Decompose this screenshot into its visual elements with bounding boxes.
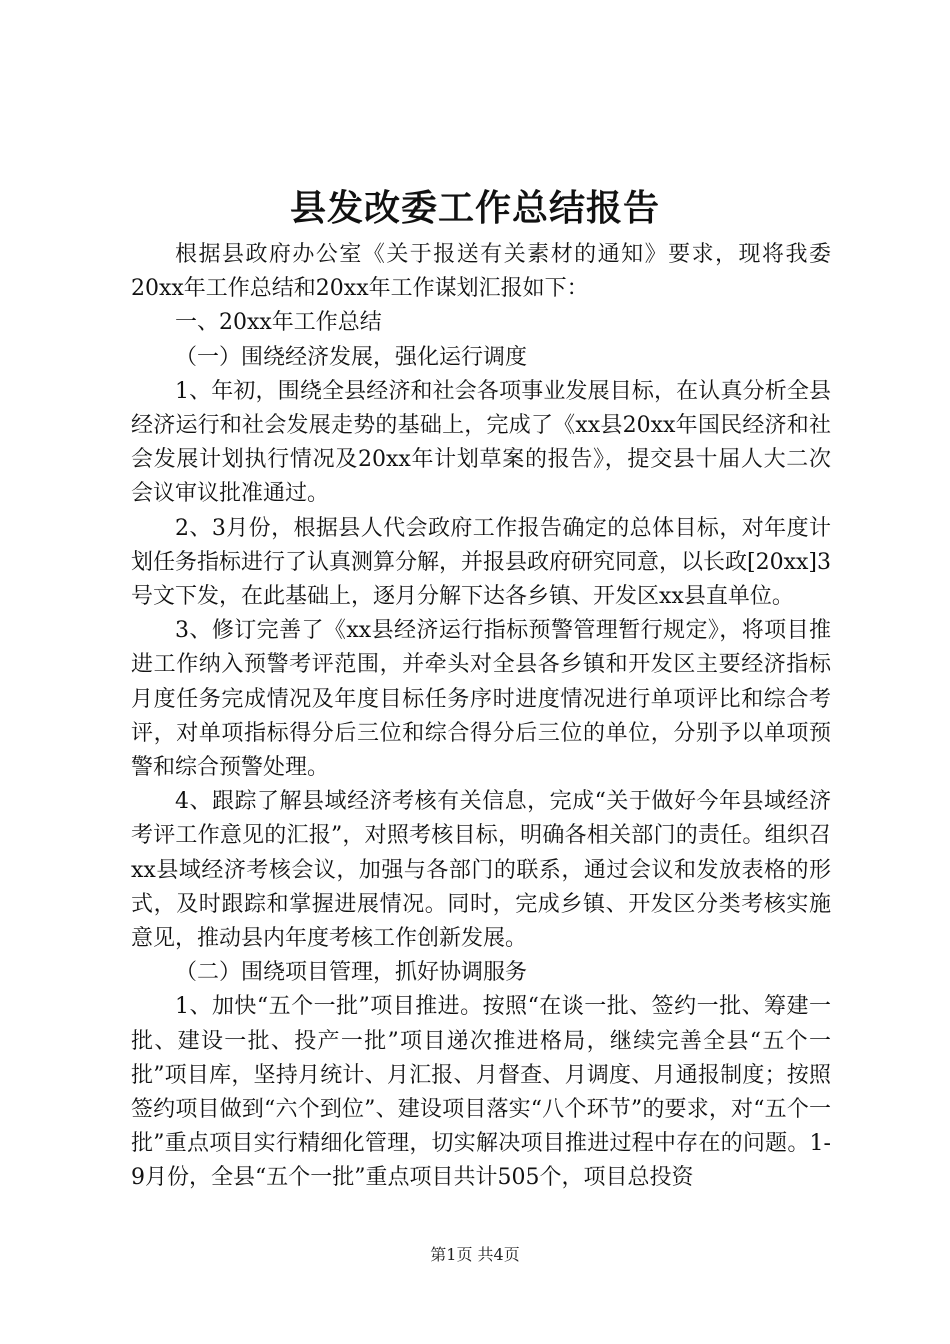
paragraph-item-4: 4、跟踪了解县域经济考核有关信息，完成“关于做好今年县域经济考评工作意见的汇报”，对照考核目标，明确各相关部门的责任。组织召xx县域经济考核会议，加强与各部门的联系，通过会议和发放表格的形式，及时跟踪和掌握进展情况。同时，完成乡镇、开发区分类考核实施意见，推动县内年度考核工作创新发展。 [131, 789, 831, 952]
section-heading-1: 一、20xx年工作总结 [175, 310, 382, 336]
page-number-footer: 第1页 共4页 [430, 1245, 520, 1264]
document-title: 县发改委工作总结报告 [289, 187, 660, 229]
paragraph-intro: 根据县政府办公室《关于报送有关素材的通知》要求，现将我委20xx年工作总结和20xx年工作谋划汇报如下： [131, 242, 831, 302]
subsection-heading-1: （一）围绕经济发展，强化运行调度 [175, 344, 528, 370]
paragraph-item-1: 1、年初，围绕全县经济和社会各项事业发展目标，在认真分析全县经济运行和社会发展走势的基础上，完成了《xx县20xx年国民经济和社会发展计划执行情况及20xx年计划草案的报告》，提交县十届人大二次会议审议批准通过。 [131, 378, 831, 507]
document-body [131, 238, 831, 1196]
subsection-heading-2: （二）围绕项目管理，抓好协调服务 [175, 960, 528, 986]
paragraph-item-2: 2、3月份，根据县人代会政府工作报告确定的总体目标，对年度计划任务指标进行了认真测算分解，并报县政府研究同意，以长政[20xx]3号文下发，在此基础上，逐月分解下达各乡镇、开发区xx县直单位。 [131, 515, 831, 610]
paragraph-item-3: 3、修订完善了《xx县经济运行指标预警管理暂行规定》，将项目推进工作纳入预警考评范围，并牵头对全县各乡镇和开发区主要经济指标月度任务完成情况及年度目标任务序时进度情况进行单项评比和综合考评，对单项指标得分后三位和综合得分后三位的单位，分别予以单项预警和综合预警处理。 [131, 618, 831, 781]
paragraph-item-5: 1、加快“五个一批”项目推进。按照“在谈一批、签约一批、筹建一批、建设一批、投产一批”项目递次推进格局，继续完善全县“五个一批”项目库，坚持月统计、月汇报、月督查、月调度、月通报制度；按照签约项目做到“六个到位”、建设项目落实“八个环节”的要求，对“五个一批”重点项目实行精细化管理，切实解决项目推进过程中存在的问题。1-9月份，全县“五个一批”重点项目共计505个，项目总投资 [131, 994, 831, 1191]
